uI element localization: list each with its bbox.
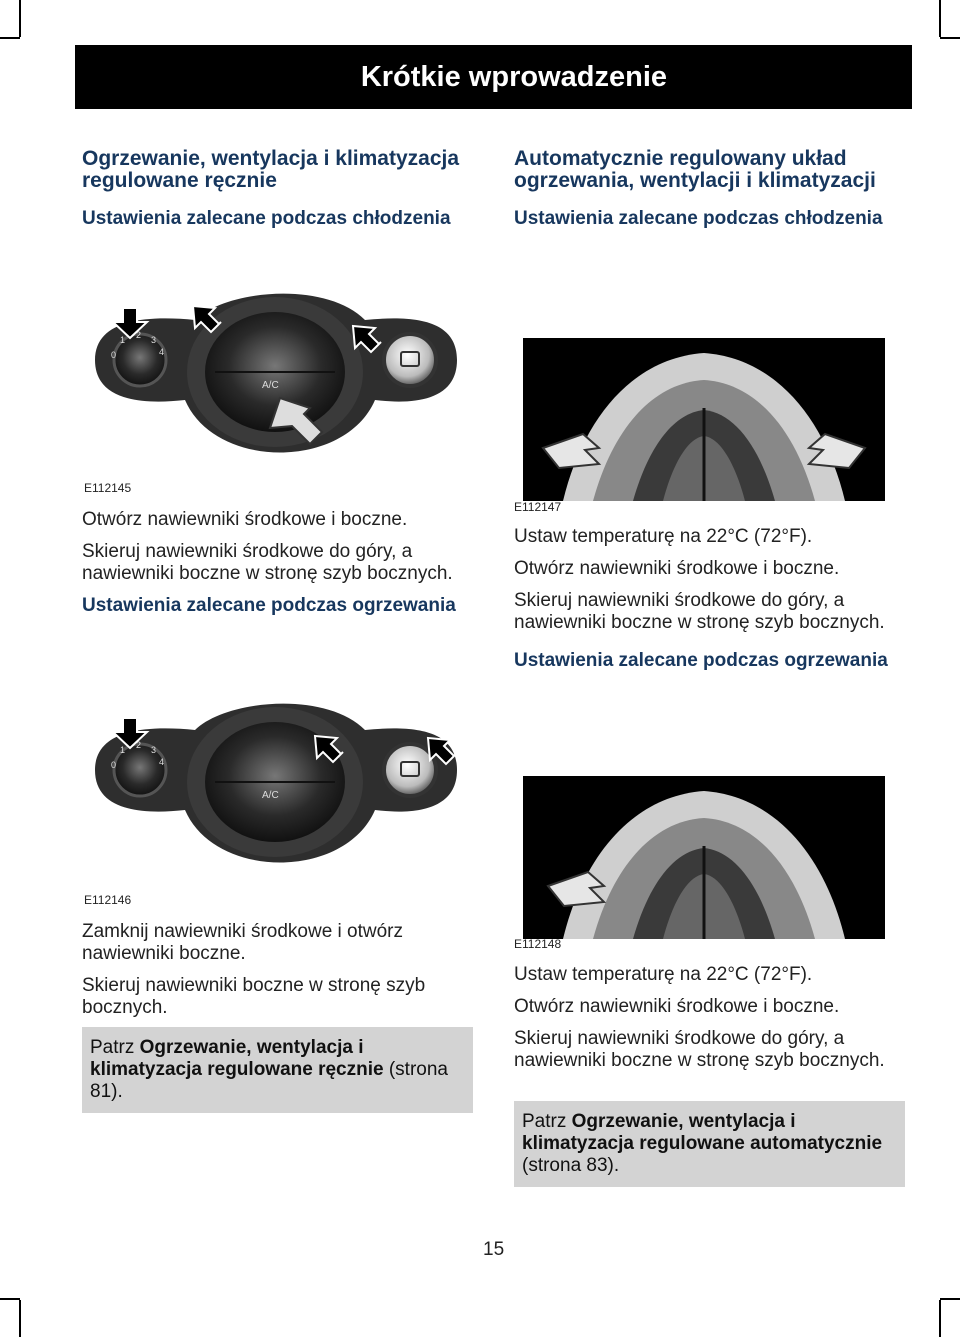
manual-climate-panel-heating — [85, 690, 465, 880]
note-prefix: Patrz — [90, 1037, 140, 1058]
fan-speed-2: 2 — [136, 330, 142, 340]
right-section-title: Automatycznie regulowany układ ogrzewania, wentylacji i klimatyzacji — [514, 147, 876, 192]
right-cooling-text — [514, 526, 906, 672]
crop-mark-bottom-left-h — [0, 1298, 20, 1300]
right-cooling-instruction-1: Ustaw temperaturę na 22°C (72°F). — [514, 526, 813, 547]
right-cooling-instruction-3: Skieruj nawiewniki środkowe do góry, a nawiewniki boczne w stronę szyb bocznych. — [514, 590, 885, 633]
page-number: 15 — [483, 1239, 505, 1260]
crop-mark-bottom-right-h — [940, 1298, 960, 1300]
crop-mark-bottom-left-v — [19, 1300, 21, 1337]
crop-mark-top-left-v — [19, 0, 21, 37]
right-column — [514, 148, 906, 230]
fan-speed-3: 3 — [151, 335, 157, 345]
automatic-climate-panel-heating — [523, 776, 885, 939]
ac-button-label: A/C — [262, 380, 279, 391]
fan-speed-1: 1 — [120, 745, 126, 755]
fan-speed-0: 0 — [111, 760, 117, 770]
fan-speed-3: 3 — [151, 745, 157, 755]
crop-mark-top-right-v — [939, 0, 941, 37]
right-cooling-heading: Ustawienia zalecane podczas chłodzenia — [514, 208, 883, 229]
right-cooling-instruction-2: Otwórz nawiewniki środkowe i boczne. — [514, 558, 840, 579]
note-prefix: Patrz — [522, 1111, 572, 1132]
left-heating-heading: Ustawienia zalecane podczas ogrzewania — [82, 595, 456, 616]
right-reference-note — [514, 1101, 905, 1187]
left-heating-instruction-2: Skieruj nawiewniki boczne w stronę szyb bocznych. — [82, 975, 426, 1018]
left-reference-note — [82, 1027, 473, 1113]
left-cooling-text — [82, 509, 474, 617]
left-heating-instruction-1: Zamknij nawiewniki środkowe i otwórz nawiewniki boczne. — [82, 921, 403, 964]
left-section-title: Ogrzewanie, wentylacja i klimatyzacja regulowane ręcznie — [82, 147, 460, 192]
crop-mark-top-left-h — [0, 37, 20, 39]
fan-speed-4: 4 — [159, 347, 165, 357]
automatic-climate-panel-cooling — [523, 338, 885, 501]
fan-speed-1: 1 — [120, 335, 126, 345]
figure-code: E112147 — [514, 500, 562, 514]
left-column — [82, 148, 474, 230]
right-heating-instruction-1: Ustaw temperaturę na 22°C (72°F). — [514, 964, 813, 985]
fan-speed-0: 0 — [111, 350, 117, 360]
note-link[interactable]: Ogrzewanie, wentylacja i klimatyzacja regulowane ręcznie — [90, 1037, 384, 1080]
page-title: Krótkie wprowadzenie — [360, 61, 667, 93]
figure-code: E112148 — [514, 937, 562, 951]
crop-mark-top-right-h — [940, 37, 960, 39]
note-suffix: (strona 81). — [90, 1059, 448, 1102]
figure-code: E112146 — [84, 893, 132, 907]
fan-speed-4: 4 — [159, 757, 165, 767]
right-heating-instruction-2: Otwórz nawiewniki środkowe i boczne. — [514, 996, 840, 1017]
crop-mark-bottom-right-v — [939, 1300, 941, 1337]
left-heating-text — [82, 921, 474, 1019]
manual-climate-panel-cooling — [85, 280, 465, 470]
left-cooling-instruction-1: Otwórz nawiewniki środkowe i boczne. — [82, 509, 408, 530]
note-link[interactable]: Ogrzewanie, wentylacja i klimatyzacja regulowane automatycznie — [522, 1111, 883, 1154]
right-heating-text — [514, 964, 906, 1072]
right-heating-heading: Ustawienia zalecane podczas ogrzewania — [514, 650, 888, 671]
note-suffix: (strona 83). — [522, 1155, 620, 1176]
page-header — [75, 45, 912, 109]
figure-code: E112145 — [84, 481, 132, 495]
ac-button-label: A/C — [262, 790, 279, 801]
left-cooling-heading: Ustawienia zalecane podczas chłodzenia — [82, 208, 451, 229]
right-heating-instruction-3: Skieruj nawiewniki środkowe do góry, a nawiewniki boczne w stronę szyb bocznych. — [514, 1028, 885, 1071]
fan-speed-2: 2 — [136, 740, 142, 750]
left-cooling-instruction-2: Skieruj nawiewniki środkowe do góry, a nawiewniki boczne w stronę szyb bocznych. — [82, 541, 453, 584]
